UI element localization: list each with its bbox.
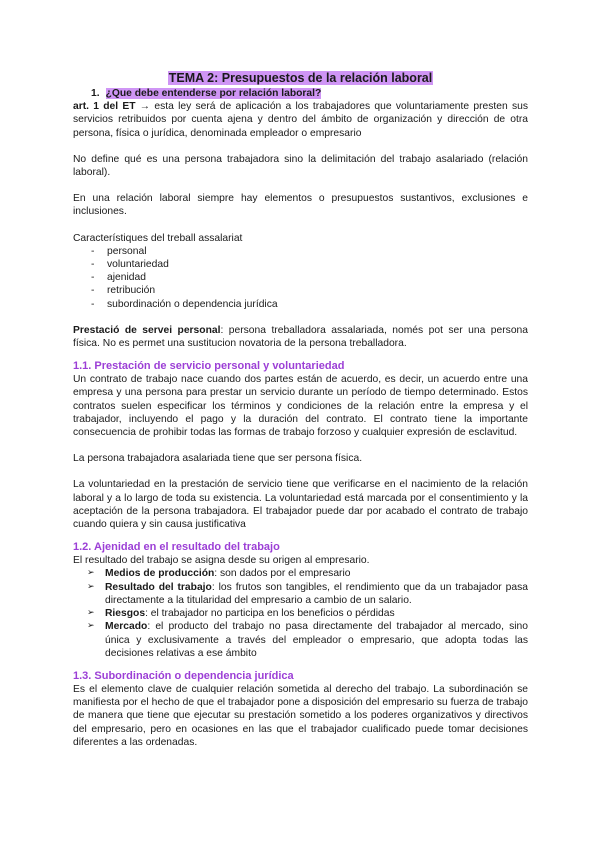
section-1-3-heading: 1.3. Subordinación o dependencia jurídica [73,669,294,682]
section-1-paragraph-1: No define qué es una persona trabajadora sino la delimitación del trabajo asalariado (relación laboral). [73,153,528,179]
article-label: art. 1 del ET [73,101,136,113]
list-item: - subordinación o dependencia jurídica [91,298,528,311]
section-1-paragraph-2: En una relación laboral siempre hay elementos o presupuestos sustantivos, exclusiones e inclusiones. [73,193,528,218]
characteristics-intro: Característiques del treball assalariat [73,232,243,244]
section-1-heading-text: ¿Que debe entenderse por relación laboral? [105,88,322,99]
item-text: : son dados por el empresario [214,568,351,580]
section-1-heading [73,87,528,100]
section-1-1-paragraph-3: La voluntariedad en la prestación de servicio tiene que verificarse en el nacimiento de la relación laboral y a lo largo de toda su existencia. La voluntariedad está marcada por el consentimiento y la aceptación de la persona trabajadora. El trabajador puede dar por acabado el contrato de trabajo cuando quiera y sin causa justificativa [73,479,528,531]
item-text: : el producto del trabajo no pasa directamente del trabajador al mercado, sino única y exclusivamente a través del empleador o empresario, que adopta todas las decisiones relativas a ese ámbito [105,621,528,659]
list-item: - voluntariedad [91,258,528,271]
section-1-number: 1. [91,88,100,99]
item-text: : los frutos son tangibles, el rendimiento que da un trabajador pasa directamente a la titularidad del empresario a cambio de un salario. [105,581,528,606]
list-item [87,581,528,607]
item-label: Mercado [105,621,148,633]
list-item [87,567,528,580]
list-item [87,620,528,660]
prestacio-text: : persona treballadora assalariada, només pot ser una persona física. No es permet una sustitucion novatoria de la persona treballadora. [73,324,529,350]
section-1-1-heading: 1.1. Prestación de servicio personal y voluntariedad [73,360,345,373]
document-title [73,70,528,86]
document-page [73,70,528,749]
section-1-1-paragraph-1: Un contrato de trabajo nace cuando dos partes están de acuerdo, es decir, un acuerdo entre una empresa y una persona para prestar un servicio durante un período de tiempo determinado. Estos contratos suelen especificar los términos y condiciones de la relación entre la empresa y el trabajador, incluyendo el pago y la duración del contrato. El contrato tiene la importante consecuencia de prohibir todas las formas de trabajo forzoso y cualquier expresión de esclavitud. [73,374,528,439]
characteristics-list [73,245,528,311]
article-text: → esta ley será de aplicación a los trabajadores que voluntariamente presten sus servicios retribuidos por cuenta ajena y dentro del ámbito de organización y dirección de otra persona, física o jurídica, denominada empleador o empresario [73,101,528,139]
list-item: - retribución [91,284,528,297]
section-1-2-intro: El resultado del trabajo se asigna desde su origen al empresario. [73,555,370,567]
list-item [87,607,528,620]
article-paragraph [73,100,528,140]
ajenidad-list [73,567,528,659]
list-item: - ajenidad [91,271,528,284]
prestacio-label: Prestació de servei personal [73,324,221,336]
prestacio-paragraph [73,324,528,350]
item-label: Resultado del trabajo [105,581,212,593]
section-1-3-paragraph-1: Es el elemento clave de cualquier relación sometida al derecho del trabajo. La subordinación se manifiesta por el hecho de que el trabajador pone a disposición del empresario su fuerza de trabajo de manera que tiene que ejecutar su prestación sometido a los poderes organizativos y directivos del empresario, pero en ocasiones en las que el trabajador cualificado puede tomar decisiones diferentes a las ordenadas. [73,683,528,748]
section-1-1-paragraph-2: La persona trabajadora asalariada tiene que ser persona física. [73,453,363,465]
item-label: Riesgos [105,608,146,620]
item-text: : el trabajador no participa en los beneficios o pérdidas [145,608,395,620]
item-label: Medios de producción [105,568,215,580]
section-1-2-heading: 1.2. Ajenidad en el resultado del trabajo [73,541,280,554]
list-item: - personal [91,245,528,258]
document-title-text: TEMA 2: Presupuestos de la relación laboral [168,71,433,85]
